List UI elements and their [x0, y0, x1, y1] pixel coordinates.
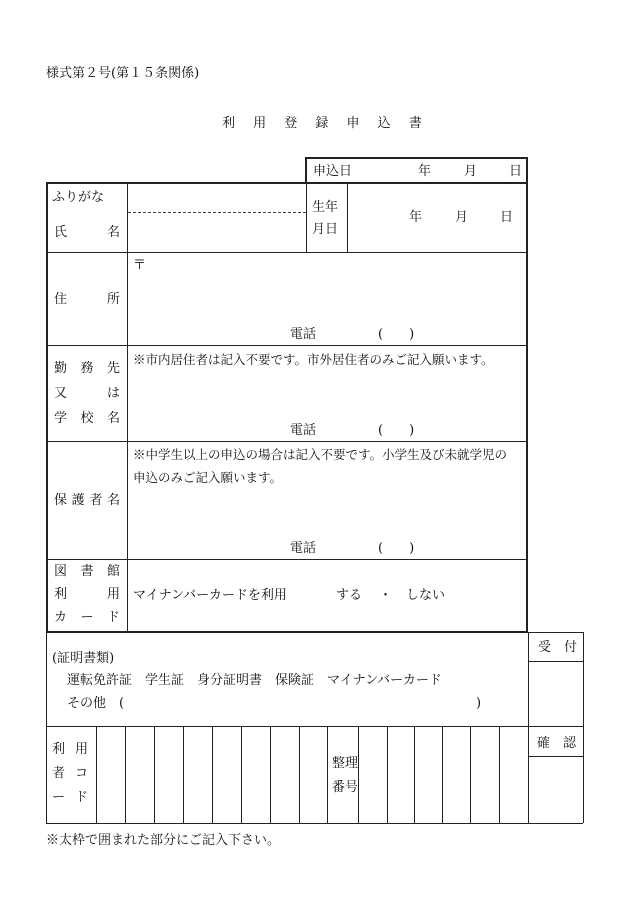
guardian-phone-paren: ( ) — [378, 541, 415, 556]
seiri-cell-line — [442, 727, 443, 823]
seiri-label-line-2: 番号 — [332, 780, 359, 795]
confirm-header-line — [528, 756, 583, 757]
user-code-label — [52, 742, 88, 806]
seiri-cell-line — [470, 727, 471, 823]
seiri-col-left — [327, 727, 328, 823]
library-card-text: マイナンバーカードを利用 — [133, 588, 287, 603]
apply-date-month: 月 — [464, 164, 478, 179]
row-sep-3 — [47, 441, 527, 442]
birth-day: 日 — [500, 210, 514, 225]
work-label-line-1: 勤務先 — [54, 361, 120, 376]
row-sep-4 — [47, 559, 527, 560]
work-note: ※市内居住者は記入不要です。市外居住者のみご記入願います。 — [133, 352, 494, 367]
office-left-line — [46, 632, 47, 823]
address-label: 住所 — [54, 292, 120, 307]
address-phone-label: 電話 — [290, 327, 317, 342]
apply-date-year: 年 — [418, 164, 432, 179]
confirm-label: 確 認 — [537, 736, 577, 751]
border-apply-top — [305, 157, 528, 159]
code-cell-line — [270, 727, 271, 823]
work-label-line-3: 学校名 — [54, 411, 120, 426]
library-card-label-line-2: 利用 — [54, 587, 120, 602]
code-cell-line — [183, 727, 184, 823]
birth-year: 年 — [409, 210, 423, 225]
proof-label: (証明書類) — [52, 651, 115, 666]
birth-month: 月 — [455, 210, 469, 225]
seiri-cell-line — [499, 727, 500, 823]
row-sep-2 — [47, 345, 527, 346]
name-field[interactable] — [128, 214, 305, 251]
code-cell-line — [96, 727, 97, 823]
reception-label: 受 付 — [538, 640, 578, 655]
seiri-col-right — [358, 727, 359, 823]
apply-date-day: 日 — [509, 164, 523, 179]
user-code-label-line-1: 利用 — [52, 742, 88, 757]
furigana-label — [52, 190, 120, 206]
code-cell-line — [125, 727, 126, 823]
furigana-label-text: ふりがな — [52, 190, 105, 205]
proof-other-close: ) — [476, 696, 482, 711]
border-main-left — [46, 182, 48, 632]
proof-other-field[interactable] — [140, 694, 470, 714]
birth-label-top: 生年 — [312, 200, 339, 215]
footer-note: ※太枠で囲まれた部分にご記入下さい。 — [46, 833, 281, 848]
row-sep-1 — [47, 252, 527, 253]
work-label-line-2: 又は — [54, 386, 120, 401]
office-bottom-line — [46, 823, 583, 824]
proof-other-label: その他 ( — [67, 696, 125, 711]
furigana-divider — [128, 212, 306, 213]
office-right-line — [583, 632, 584, 823]
birth-col-right — [347, 183, 348, 252]
work-phone-paren: ( ) — [378, 423, 415, 438]
work-phone-label: 電話 — [290, 423, 317, 438]
proof-items: 運転免許証 学生証 身分証明書 保険証 マイナンバーカード — [67, 673, 442, 688]
seiri-cell-line — [387, 727, 388, 823]
work-field[interactable] — [128, 370, 525, 420]
border-main-right — [526, 157, 528, 632]
seiri-cell-line — [414, 727, 415, 823]
library-card-option-yes[interactable]: する — [336, 588, 363, 603]
code-cell-line — [154, 727, 155, 823]
library-card-separator: ・ — [379, 588, 393, 603]
user-code-label-line-3: ード — [52, 790, 88, 805]
work-label — [54, 361, 120, 427]
address-field[interactable] — [128, 254, 525, 324]
postal-mark: 〒 — [133, 258, 147, 273]
guardian-note-2: 申込のみご記入願います。 — [133, 470, 283, 485]
apply-date-label: 申込日 — [313, 164, 353, 179]
user-code-label-line-2: 者コ — [52, 766, 88, 781]
birth-col-left — [306, 183, 307, 252]
guardian-note-1: ※中学生以上の申込の場合は記入不要です。小学生及び未就学児の — [133, 447, 508, 462]
address-phone-paren: ( ) — [378, 327, 415, 342]
seiri-label — [332, 756, 358, 796]
seiri-label-line-1: 整理 — [332, 756, 359, 771]
office-mid-line — [46, 726, 583, 727]
library-card-option-no[interactable]: しない — [406, 588, 446, 603]
code-cell-line — [241, 727, 242, 823]
birth-label-bottom: 月日 — [312, 222, 339, 237]
guardian-field[interactable] — [128, 490, 525, 538]
furigana-field[interactable] — [128, 184, 305, 211]
library-card-label-line-3: カード — [54, 610, 120, 625]
code-cell-line — [299, 727, 300, 823]
form-title: 利 用 登 録 申 込 書 — [222, 116, 429, 131]
border-main-bottom — [46, 631, 528, 633]
name-label: 氏名 — [54, 225, 120, 240]
guardian-label: 保護者名 — [54, 493, 120, 508]
code-cell-line — [212, 727, 213, 823]
border-apply-left — [305, 157, 307, 183]
form-number: 様式第２号(第１５条関係) — [46, 66, 200, 81]
reception-top-line — [527, 632, 583, 633]
library-card-label-line-1: 図書館 — [54, 564, 120, 579]
guardian-phone-label: 電話 — [290, 541, 317, 556]
reception-header-line — [528, 661, 583, 662]
library-card-label — [54, 564, 120, 626]
